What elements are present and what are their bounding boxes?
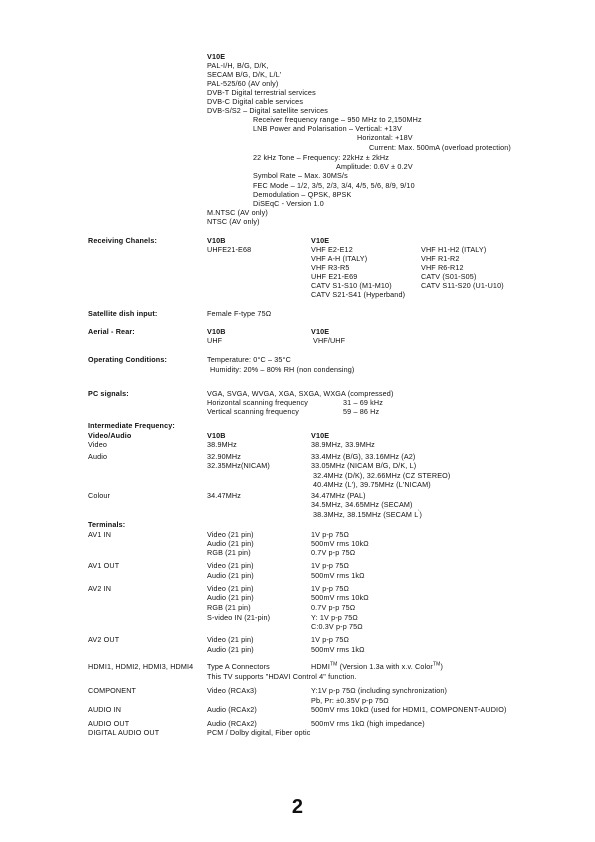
lnb-horizontal: Horizontal: +18V [357,133,413,142]
av1out-item: Audio (21 pin) [207,571,254,580]
tone-frequency: 22 kHz Tone – Frequency: 22kHz ± 2kHz [253,153,390,162]
av1in-item: Video (21 pin) [207,530,254,539]
fec-mode: FEC Mode – 1/2, 3/5, 2/3, 3/4, 4/5, 5/6, 8/9, 9/10 [253,181,415,190]
av2in-value: C:0.3V p-p 75Ω [311,622,363,631]
tuner-line: PAL-525/60 (AV only) [207,79,279,88]
operating-label: Operating Conditions: [88,355,168,364]
av1in-value: 1V p-p 75Ω [311,530,350,539]
av1in-item: Audio (21 pin) [207,539,254,548]
av2in-item: RGB (21 pin) [207,603,251,612]
tuner-line: DVB-T Digital terrestrial services [207,88,316,97]
diseqc: DiSEqC - Version 1.0 [253,199,324,208]
if-colour-v10e: 34.47MHz (PAL) [311,491,366,500]
mntsc: M.NTSC (AV only) [207,208,268,217]
tuner-heading: V10E [207,52,226,61]
hdmi-tm-sup: TM [432,661,441,668]
aerial-v10b-head: V10B [207,327,226,336]
if-sub-label: Video/Audio [88,431,132,440]
aerial-v10e-value: VHF/UHF [313,336,346,345]
tuner-line: DVB-C Digital cable services [207,97,304,106]
av1out-label: AV1 OUT [88,561,120,570]
hdmi-value-b: (Version 1.3a with x.v. Color [337,662,433,671]
hdmi-note: This TV supports "HDAVI Control 4" function. [207,672,357,681]
if-audio-v10b: 32.35MHz(NICAM) [207,461,270,470]
if-audio-v10e: 40.4MHz (L'), 39.75MHz (L'NICAM) [313,480,431,489]
av2in-item: S-video IN (21-pin) [207,613,271,622]
component-value: Y:1V p-p 75Ω (including synchronization) [311,686,448,695]
if-audio-label: Audio [88,452,108,461]
operating-temperature: Temperature: 0°C – 35°C [207,355,291,364]
receiving-v10e-head: V10E [311,236,330,245]
audioin-value: 500mV rms 10kΩ (used for HDMI1, COMPONENT-AUDIO) [311,705,507,714]
component-value: Pb, Pr: ±0.35V p-p 75Ω [311,696,389,705]
tuner-line: PAL-I/H, B/G, D/K, [207,61,269,70]
hdmi-item: Type A Connectors [207,662,270,671]
pc-formats: VGA, SVGA, WVGA, XGA, SXGA, WXGA (compressed) [207,389,394,398]
av2in-value: Y: 1V p-p 75Ω [311,613,358,622]
av2out-item: Audio (21 pin) [207,645,254,654]
if-colour-v10b: 34.47MHz [207,491,241,500]
if-video-v10e: 38.9MHz, 33.9MHz [311,440,375,449]
lnb-vertical: LNB Power and Polarisation – Vertical: +13V [253,124,402,133]
receiver-range: Receiver frequency range – 950 MHz to 2,150MHz [253,115,422,124]
if-v10e-head: V10E [311,431,330,440]
av2out-value: 500mV rms 1kΩ [311,645,365,654]
receiving-channel: VHF A-H (ITALY) [311,254,368,263]
audioin-item: Audio (RCAx2) [207,705,257,714]
if-audio-v10e: 33.4MHz (B/G), 33.16MHz (A2) [311,452,416,461]
av2in-value: 0.7V p-p 75Ω [311,603,356,612]
if-video-label: Video [88,440,108,449]
if-colour-v10e: 34.5MHz, 34.65MHz (SECAM) [311,500,413,509]
receiving-channel: CATV S21-S41 (Hyperband) [311,290,406,299]
receiving-label: Receiving Chanels: [88,236,158,245]
page-number: 2 [291,796,304,818]
pc-horizontal-value: 31 – 69 kHz [343,398,384,407]
av1in-value: 0.7V p-p 75Ω [311,548,356,557]
av2out-item: Video (21 pin) [207,635,254,644]
satellite-value: Female F-type 75Ω [207,309,272,318]
av1out-value: 1V p-p 75Ω [311,561,350,570]
receiving-channel: VHF H1-H2 (ITALY) [421,245,487,254]
lnb-current: Current: Max. 500mA (overload protection) [369,143,511,152]
receiving-channel: CATV S1-S10 (M1-M10) [311,281,392,290]
av2in-label: AV2 IN [88,584,112,593]
av1out-item: Video (21 pin) [207,561,254,570]
av2in-value: 1V p-p 75Ω [311,584,350,593]
hdmi-label: HDMI1, HDMI2, HDMI3, HDMI4 [88,662,194,671]
terminals-label: Terminals: [88,520,126,529]
tuner-line: DVB-S/S2 – Digital satellite services [207,106,328,115]
hdmi-value-a: HDMI [311,662,330,671]
pc-vertical-value: 59 – 86 Hz [343,407,380,416]
av2in-value: 500mV rms 10kΩ [311,593,369,602]
audioout-label: AUDIO OUT [88,719,130,728]
av2out-label: AV2 OUT [88,635,120,644]
av1out-value: 500mV rms 1kΩ [311,571,365,580]
tone-amplitude: Amplitude: 0.6V ± 0.2V [336,162,413,171]
av2in-item: Video (21 pin) [207,584,254,593]
symbol-rate: Symbol Rate – Max. 30MS/s [253,171,348,180]
av1in-label: AV1 IN [88,530,112,539]
receiving-channel: CATV S11-S20 (U1-U10) [421,281,504,290]
if-v10b-head: V10B [207,431,226,440]
receiving-channel: VHF R1-R2 [421,254,460,263]
demodulation: Demodulation – QPSK, 8PSK [253,190,352,199]
satellite-label: Satellite dish input: [88,309,158,318]
audioin-label: AUDIO IN [88,705,122,714]
if-colour-tail: ) [419,510,423,519]
if-audio-v10b: 32.90MHz [207,452,241,461]
av1in-value: 500mV rms 10kΩ [311,539,369,548]
hdmi-tm-sup: TM [329,661,338,668]
digital-audio-label: DIGITAL AUDIO OUT [88,728,160,737]
component-label: COMPONENT [88,686,137,695]
pc-horizontal-label: Horizontal scanning frequency [207,398,309,407]
if-audio-v10e: 33.05MHz (NICAM B/G, D/K, L) [311,461,417,470]
receiving-channel: UHF E21-E69 [311,272,358,281]
receiving-channel: VHF R6-R12 [421,263,464,272]
if-colour-label: Colour [88,491,111,500]
av1in-item: RGB (21 pin) [207,548,251,557]
av2out-value: 1V p-p 75Ω [311,635,350,644]
digital-audio-value: PCM / Dolby digital, Fiber optic [207,728,311,737]
hdmi-value-c: ) [440,662,444,671]
aerial-v10e-head: V10E [311,327,330,336]
audioout-value: 500mV rms 1kΩ (high impedance) [311,719,425,728]
receiving-channel: VHF E2-E12 [311,245,353,254]
component-item: Video (RCAx3) [207,686,257,695]
if-colour-v10e [313,510,422,519]
if-colour-sup: ' [418,509,420,516]
if-colour-secam-l: 38.3MHz, 38.15MHz (SECAM L [313,510,419,519]
tuner-line: SECAM B/G, D/K, L/L' [207,70,282,79]
receiving-v10b-head: V10B [207,236,226,245]
aerial-v10b-value: UHF [207,336,223,345]
ntsc: NTSC (AV only) [207,217,260,226]
pc-vertical-label: Vertical scanning frequency [207,407,299,416]
if-audio-v10e: 32.4MHz (D/K), 32.66MHz (CZ STEREO) [313,471,451,480]
av2in-item: Audio (21 pin) [207,593,254,602]
operating-humidity: Humidity: 20% – 80% RH (non condensing) [210,365,355,374]
receiving-channel: CATV (S01-S05) [421,272,477,281]
if-video-v10b: 38.9MHz [207,440,237,449]
receiving-v10b-value: UHFE21-E68 [207,245,252,254]
aerial-label: Aerial - Rear: [88,327,135,336]
hdmi-value [311,662,443,671]
pc-label: PC signals: [88,389,129,398]
if-label: Intermediate Frequency: [88,421,175,430]
audioout-item: Audio (RCAx2) [207,719,257,728]
receiving-channel: VHF R3-R5 [311,263,350,272]
